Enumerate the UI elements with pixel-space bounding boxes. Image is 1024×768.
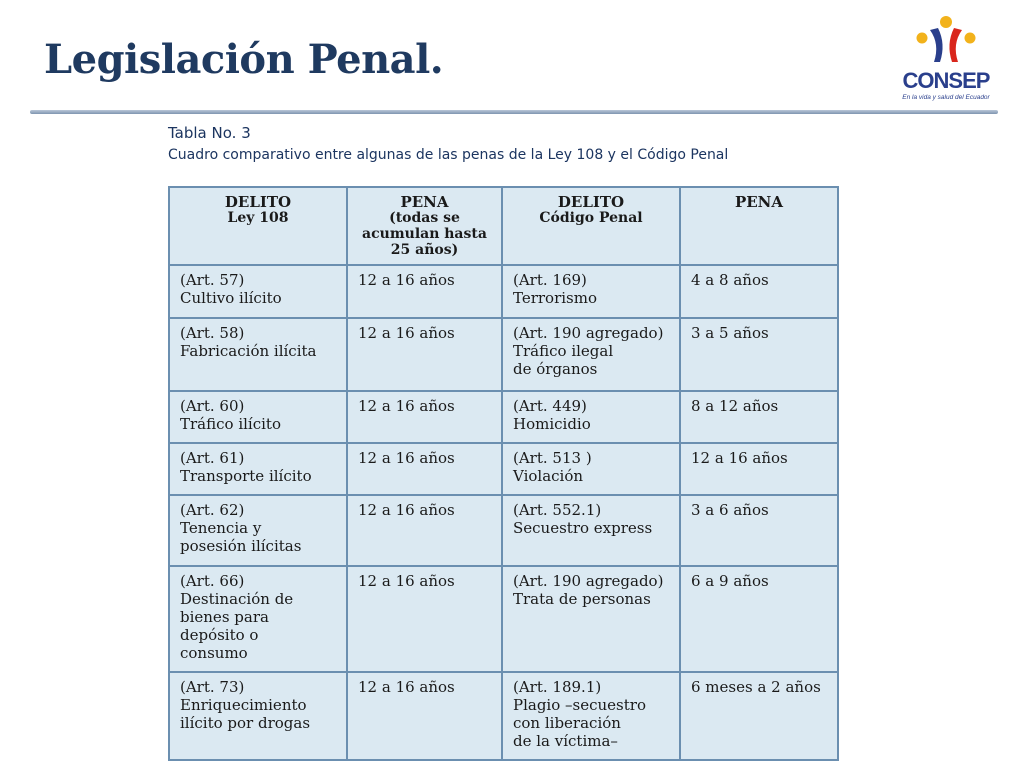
- header-title: DELITO: [224, 193, 292, 211]
- cell-delito-ley: [169, 566, 347, 672]
- table-body: [169, 265, 838, 760]
- cell-line: (Art. 190 agregado): [513, 324, 664, 342]
- header-delito-codigo: [502, 187, 680, 265]
- cell-line: de la víctima–: [513, 732, 618, 750]
- header-title: DELITO: [557, 193, 625, 211]
- cell-delito-codigo: [502, 672, 680, 760]
- cell-line: (Art. 552.1): [513, 501, 602, 519]
- cell-line: (Art. 61): [180, 449, 245, 467]
- header-pena-codigo: [680, 187, 838, 265]
- table-header-row: [169, 187, 838, 265]
- cell-delito-ley: [169, 495, 347, 566]
- cell-line: (Art. 57): [180, 271, 245, 289]
- table-description: Cuadro comparativo entre algunas de las penas de la Ley 108 y el Código Penal: [168, 147, 729, 163]
- cell-pena-codigo: 6 a 9 años: [680, 566, 838, 672]
- cell-line: Enriquecimiento: [180, 696, 307, 714]
- cell-line: consumo: [180, 644, 248, 662]
- cell-delito-ley: [169, 265, 347, 318]
- cell-line: bienes para: [180, 608, 269, 626]
- cell-delito-codigo: [502, 265, 680, 318]
- cell-line: (Art. 449): [513, 397, 587, 415]
- header-pena-ley: [347, 187, 502, 265]
- cell-line: Destinación de: [180, 590, 294, 608]
- cell-pena-ley: 12 a 16 años: [347, 443, 502, 495]
- cell-pena-codigo: 4 a 8 años: [680, 265, 838, 318]
- penalty-comparison-table: [168, 186, 839, 761]
- consep-emblem-icon: [900, 14, 992, 70]
- cell-line: Tráfico ilegal: [513, 342, 614, 360]
- cell-pena-ley: 12 a 16 años: [347, 318, 502, 391]
- cell-line: (Art. 73): [180, 678, 245, 696]
- cell-delito-codigo: [502, 443, 680, 495]
- cell-delito-codigo: [502, 566, 680, 672]
- table-number: Tabla No. 3: [168, 124, 251, 142]
- cell-delito-ley: [169, 391, 347, 443]
- cell-delito-ley: [169, 318, 347, 391]
- cell-line: (Art. 58): [180, 324, 245, 342]
- cell-pena-ley: 12 a 16 años: [347, 391, 502, 443]
- cell-line: Cultivo ilícito: [180, 289, 282, 307]
- table-row: [169, 391, 838, 443]
- slide-title: Legislación Penal.: [44, 36, 444, 83]
- cell-pena-ley: 12 a 16 años: [347, 495, 502, 566]
- cell-pena-codigo: 3 a 5 años: [680, 318, 838, 391]
- cell-line: (Art. 66): [180, 572, 245, 590]
- cell-line: Transporte ilícito: [180, 467, 312, 485]
- cell-line: Secuestro express: [513, 519, 653, 537]
- cell-pena-ley: 12 a 16 años: [347, 265, 502, 318]
- cell-line: Fabricación ilícita: [180, 342, 317, 360]
- table-caption: [168, 122, 728, 166]
- cell-line: Terrorismo: [513, 289, 598, 307]
- consep-logo: [900, 14, 992, 104]
- header-delito-ley: [169, 187, 347, 265]
- cell-line: Homicidio: [513, 415, 591, 433]
- table-row: [169, 495, 838, 566]
- cell-line: de órganos: [513, 360, 598, 378]
- table-row: [169, 443, 838, 495]
- cell-delito-ley: [169, 443, 347, 495]
- table-row: [169, 265, 838, 318]
- cell-delito-ley: [169, 672, 347, 760]
- table-row: [169, 672, 838, 760]
- cell-line: (Art. 169): [513, 271, 587, 289]
- cell-line: depósito o: [180, 626, 259, 644]
- cell-line: (Art. 62): [180, 501, 245, 519]
- cell-line: posesión ilícitas: [180, 537, 302, 555]
- header-subtitle: Ley 108: [227, 210, 289, 226]
- title-divider: [30, 110, 998, 114]
- cell-line: con liberación: [513, 714, 621, 732]
- cell-line: Trata de personas: [513, 590, 651, 608]
- cell-line: ilícito por drogas: [180, 714, 311, 732]
- header-title: PENA: [400, 193, 449, 211]
- cell-line: (Art. 189.1): [513, 678, 602, 696]
- cell-pena-codigo: 3 a 6 años: [680, 495, 838, 566]
- cell-line: Tráfico ilícito: [180, 415, 281, 433]
- cell-line: (Art. 513 ): [513, 449, 592, 467]
- cell-delito-codigo: [502, 318, 680, 391]
- header-title: PENA: [734, 193, 784, 211]
- cell-line: (Art. 190 agregado): [513, 572, 664, 590]
- cell-pena-ley: 12 a 16 años: [347, 566, 502, 672]
- table-row: [169, 318, 838, 391]
- logo-tagline: En la vida y salud del Ecuador: [902, 94, 990, 101]
- cell-pena-codigo: 8 a 12 años: [680, 391, 838, 443]
- cell-delito-codigo: [502, 495, 680, 566]
- cell-delito-codigo: [502, 391, 680, 443]
- header-subtitle: (todas se acumulan hasta 25 años): [362, 210, 487, 258]
- cell-pena-ley: 12 a 16 años: [347, 672, 502, 760]
- cell-line: Plagio –secuestro: [513, 696, 646, 714]
- cell-line: (Art. 60): [180, 397, 245, 415]
- table-row: [169, 566, 838, 672]
- cell-pena-codigo: 12 a 16 años: [680, 443, 838, 495]
- logo-name: CONSEP: [902, 68, 990, 93]
- cell-line: Violación: [513, 467, 584, 485]
- cell-line: Tenencia y: [180, 519, 262, 537]
- header-subtitle: Código Penal: [539, 210, 643, 226]
- cell-pena-codigo: 6 meses a 2 años: [680, 672, 838, 760]
